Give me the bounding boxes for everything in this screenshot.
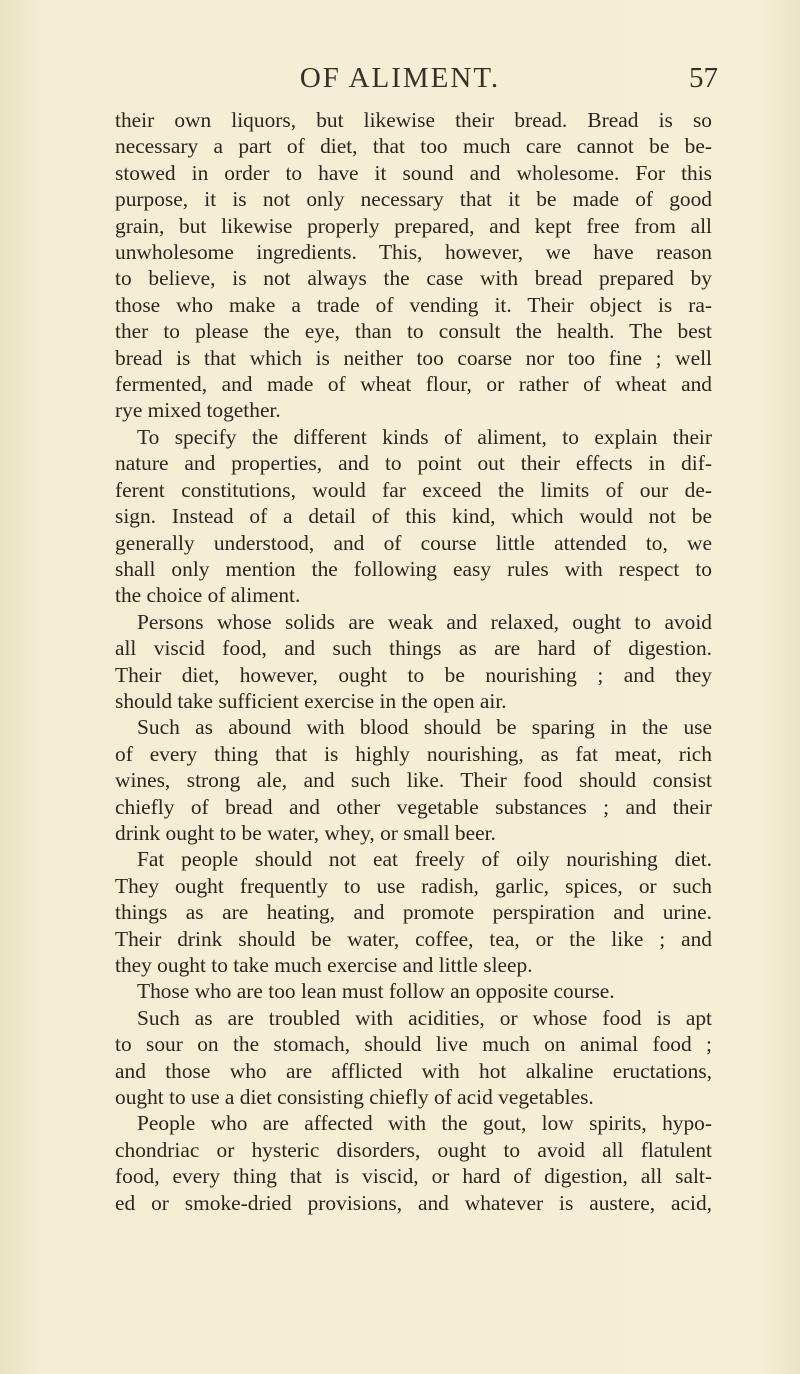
text-line: Fat people should not eat freely of oily nourishing diet. xyxy=(137,847,712,872)
text-line: People who are affected with the gout, low spirits, hypo- xyxy=(137,1111,712,1136)
text-line: sign. Instead of a detail of this kind, which would not be xyxy=(115,504,712,529)
text-line: They ought frequently to use radish, garlic, spices, or such xyxy=(115,873,712,898)
paragraph xyxy=(115,107,712,424)
text-line: of every thing that is highly nourishing, as fat meat, rich xyxy=(115,741,712,766)
text-line: Persons whose solids are weak and relaxed, ought to avoid xyxy=(137,609,712,634)
text-line: To specify the different kinds of aliment, to explain their xyxy=(137,424,712,449)
text-line: chiefly of bread and other vegetable substances ; and their xyxy=(115,794,712,819)
text-line: things as are heating, and promote perspiration and urine. xyxy=(115,900,712,925)
text-line: necessary a part of diet, that too much care cannot be be- xyxy=(115,134,712,159)
text-line: ed or smoke-dried provisions, and whatever is austere, acid, xyxy=(115,1190,712,1215)
text-line: purpose, it is not only necessary that it be made of good xyxy=(115,187,712,212)
paragraph xyxy=(115,1110,712,1216)
text-line: shall only mention the following easy rules with respect to xyxy=(115,556,712,581)
text-line: those who make a trade of vending it. Their object is ra- xyxy=(115,292,712,317)
page-header xyxy=(0,56,800,96)
text-line: wines, strong ale, and such like. Their food should consist xyxy=(115,768,712,793)
text-line: fermented, and made of wheat flour, or rather of wheat and xyxy=(115,372,712,397)
text-line: all viscid food, and such things as are hard of digestion. xyxy=(115,636,712,661)
text-line: unwholesome ingredients. This, however, we have reason xyxy=(115,240,712,265)
text-line: Such as abound with blood should be sparing in the use xyxy=(137,715,712,740)
page-number: 57 xyxy=(689,62,718,94)
text-line: and those who are afflicted with hot alkaline eructations, xyxy=(115,1058,712,1083)
text-line: ther to please the eye, than to consult the health. The best xyxy=(115,319,712,344)
text-line: bread is that which is neither too coarse nor too fine ; well xyxy=(115,345,712,370)
text-line: to sour on the stomach, should live much on animal food ; xyxy=(115,1032,712,1057)
text-line: ferent constitutions, would far exceed the limits of our de- xyxy=(115,477,712,502)
text-line: grain, but likewise properly prepared, and kept free from all xyxy=(115,213,712,238)
text-line: generally understood, and of course little attended to, we xyxy=(115,530,712,555)
body-text xyxy=(115,107,712,1216)
text-line: ought to use a diet consisting chiefly of acid vegetables. xyxy=(115,1085,594,1110)
text-line: should take sufficient exercise in the open air. xyxy=(115,688,507,713)
text-line: rye mixed together. xyxy=(115,398,281,423)
text-line: Their drink should be water, coffee, tea, or the like ; and xyxy=(115,926,712,951)
text-line: stowed in order to have it sound and wholesome. For this xyxy=(115,160,712,185)
paragraph xyxy=(115,424,712,609)
text-line: the choice of aliment. xyxy=(115,583,301,608)
text-line: their own liquors, but likewise their bread. Bread is so xyxy=(115,108,712,132)
paragraph xyxy=(115,714,712,846)
paragraph xyxy=(115,978,712,1004)
text-line: chondriac or hysteric disorders, ought to avoid all flatulent xyxy=(115,1137,712,1162)
text-line: Such as are troubled with acidities, or whose food is apt xyxy=(137,1005,712,1030)
text-line: to believe, is not always the case with bread prepared by xyxy=(115,266,712,291)
text-line: drink ought to be water, whey, or small beer. xyxy=(115,820,496,845)
text-line: food, every thing that is viscid, or hard of digestion, all salt- xyxy=(115,1164,712,1189)
paragraph xyxy=(115,846,712,978)
text-line: Their diet, however, ought to be nourishing ; and they xyxy=(115,662,712,687)
paragraph xyxy=(115,609,712,715)
text-line: they ought to take much exercise and little sleep. xyxy=(115,953,533,977)
text-line: nature and properties, and to point out their effects in dif- xyxy=(115,451,712,476)
paragraph xyxy=(115,1005,712,1111)
text-line: Those who are too lean must follow an opposite course. xyxy=(137,979,615,1004)
running-title: OF ALIMENT. xyxy=(299,62,501,94)
